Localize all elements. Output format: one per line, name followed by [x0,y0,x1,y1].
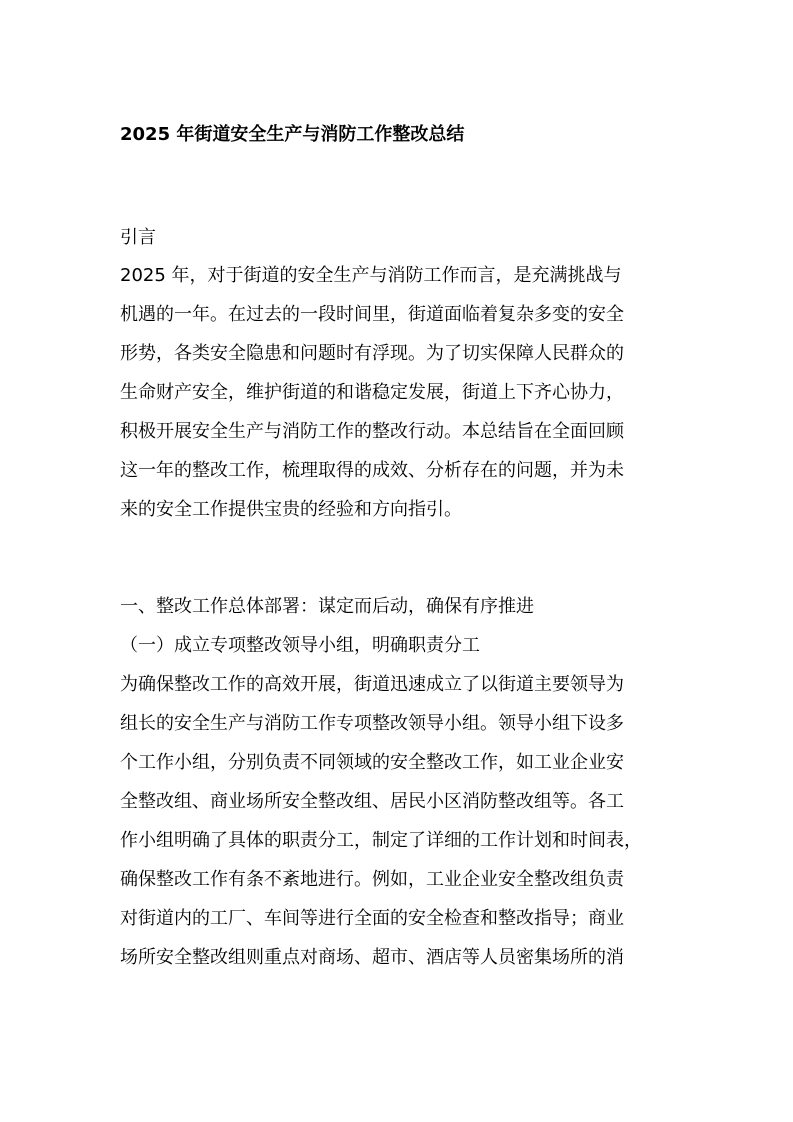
paragraph-line: 2025 年，对于街道的安全生产与消防工作而言，是充满挑战与 [120,265,622,286]
paragraph-line: 生命财产安全，维护街道的和谐稳定发展，街道上下齐心协力， [120,382,624,403]
paragraph-line: 为确保整改工作的高效开展，街道迅速成立了以街道主要领导为 [120,674,624,695]
paragraph-line: 对街道内的工厂、车间等进行全面的安全检查和整改指导；商业 [120,908,624,929]
paragraph-line: 来的安全工作提供宝贵的经验和方向指引。 [120,499,462,520]
paragraph-line: 组长的安全生产与消防工作专项整改领导小组。领导小组下设多 [120,713,624,734]
section-heading-1: 一、整改工作总体部署：谋定而后动，确保有序推进 [120,596,534,617]
paragraph-line: 场所安全整改组则重点对商场、超市、酒店等人员密集场所的消 [120,947,624,968]
paragraph-line: 作小组明确了具体的职责分工，制定了详细的工作计划和时间表， [120,830,642,851]
section-heading-intro: 引言 [120,227,156,248]
subsection-heading-1-1: （一）成立专项整改领导小组，明确职责分工 [120,635,480,656]
document-title: 2025 年街道安全生产与消防工作整改总结 [120,124,465,145]
paragraph-line: 确保整改工作有条不紊地进行。例如，工业企业安全整改组负责 [120,869,624,890]
paragraph-line: 全整改组、商业场所安全整改组、居民小区消防整改组等。各工 [120,791,624,812]
paragraph-line: 机遇的一年。在过去的一段时间里，街道面临着复杂多变的安全 [120,304,624,325]
paragraph-line: 形势，各类安全隐患和问题时有浮现。为了切实保障人民群众的 [120,343,624,364]
paragraph-line: 这一年的整改工作，梳理取得的成效、分析存在的问题，并为未 [120,460,624,481]
paragraph-line: 个工作小组，分别负责不同领域的安全整改工作，如工业企业安 [120,752,624,773]
paragraph-line: 积极开展安全生产与消防工作的整改行动。本总结旨在全面回顾 [120,421,624,442]
